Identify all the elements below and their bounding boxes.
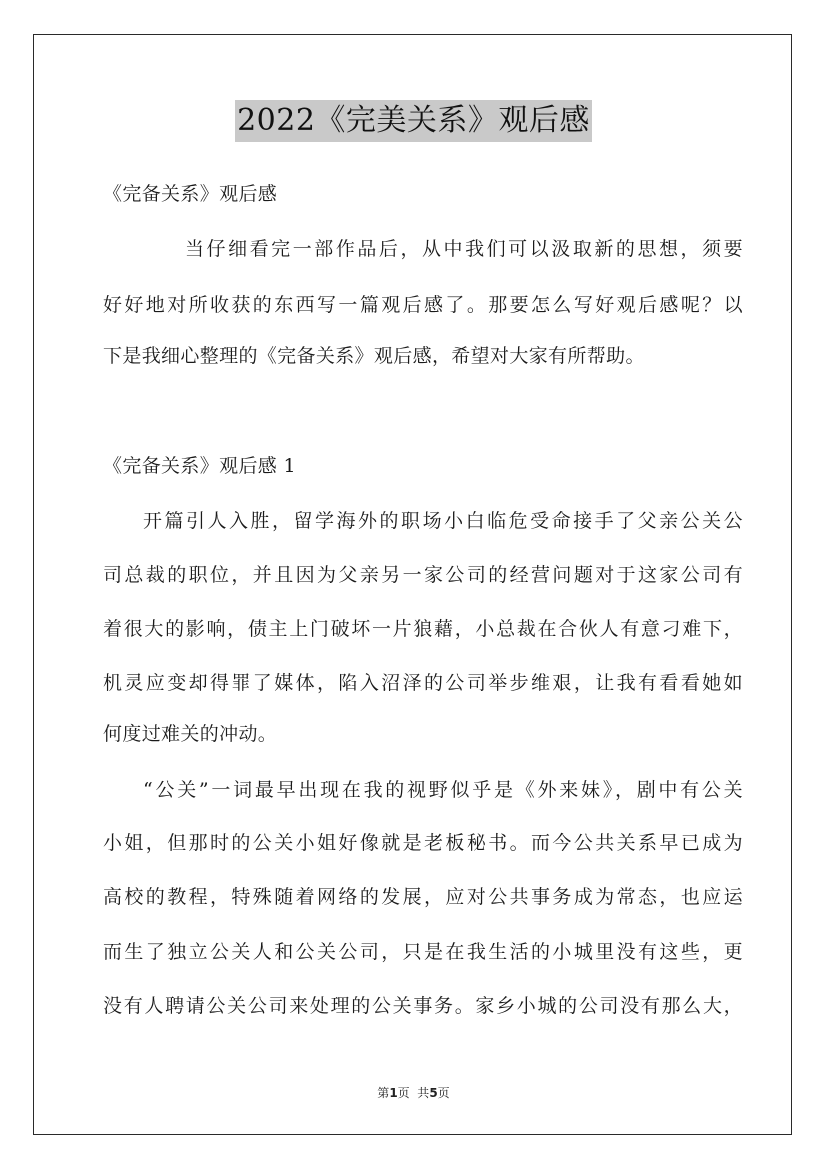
document-title: 2022《完美关系》观后感: [235, 100, 592, 142]
intro-line-3: 下是我细心整理的《完备关系》观后感，希望对大家有所帮助。: [103, 345, 645, 367]
paragraph2-line-2: 小姐，但那时的公关小姐好像就是老板秘书。而今公共关系早已成为: [103, 832, 743, 854]
footer-prefix: 第: [377, 1086, 390, 1100]
intro-line-2: 好好地对所收获的东西写一篇观后感了。那要怎么写好观后感呢？以: [103, 294, 743, 316]
paragraph1-line-4: 机灵应变却得罪了媒体，陷入沼泽的公司举步维艰，让我有看看她如: [103, 672, 743, 694]
paragraph2-line-4: 而生了独立公关人和公关公司，只是在我生活的小城里没有这些，更: [103, 941, 743, 963]
paragraph1-line-5: 何度过难关的冲动。: [103, 723, 278, 745]
paragraph1-line-1: 开篇引人入胜，留学海外的职场小白临危受命接手了父亲公关公: [143, 510, 743, 532]
paragraph1-line-3: 着很大的影响，债主上门破坏一片狼藉，小总裁在合伙人有意刁难下，: [103, 618, 743, 640]
footer-suffix: 页: [437, 1086, 450, 1100]
paragraph2-line-5: 没有人聘请公关公司来处理的公关事务。家乡小城的公司没有那么大，: [103, 995, 743, 1017]
paragraph2-line-1: “公关”一词最早出现在我的视野似乎是《外来妹》，剧中有公关: [143, 779, 743, 801]
intro-line-1: 当仔细看完一部作品后，从中我们可以汲取新的思想，须要: [185, 238, 743, 260]
section-heading: 《完备关系》观后感: [103, 183, 278, 205]
footer-total-pages: 5: [429, 1086, 438, 1100]
footer-mid: 页 共: [397, 1086, 430, 1100]
essay1-heading: 《完备关系》观后感 1: [103, 455, 296, 477]
page-footer: [0, 1084, 827, 1101]
footer-current-page: 1: [389, 1086, 398, 1100]
paragraph1-line-2: 司总裁的职位，并且因为父亲另一家公司的经营问题对于这家公司有: [103, 564, 743, 586]
title-container: [0, 100, 827, 142]
paragraph2-line-3: 高校的教程，特殊随着网络的发展，应对公共事务成为常态，也应运: [103, 886, 743, 908]
